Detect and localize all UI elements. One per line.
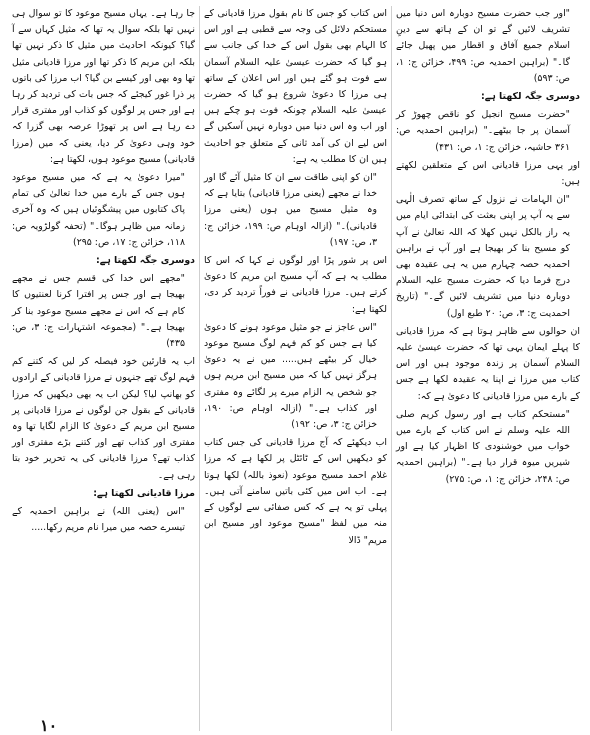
paragraph: اب یہ قارئین خود فیصلہ کر لیں کہ کتنے کم فہم لوگ تھے جنہوں نے مرزا قادیانی کے ارادوں کو بھانپ لیا؟ لیکن اب یہ بھی دیکھیں کہ مرزا قادیانی کے بقول جن لوگوں نے مرزا قادیانی پر مسیح ابن مریم کے دعویٰ کا الزام لگایا تھا وہ مفتری اور کذاب تھے اور کتنے بڑے مفتری اور کذاب تھے؟ مرزا قادیانی کی یہ تحریر خود بتا رہی ہے۔ [12,356,195,481]
paragraph: اور یہی مرزا قادیانی اس کے متعلقین لکھتے ہیں: [396,159,580,188]
paragraph: اب دیکھئے کہ آج مرزا قادیانی کی جس کتاب کو دیکھیں اس کے ٹائٹل پر لکھا ہے کہ مرزا غلام احمد مسیح موعود (نعوذ باللہ) لکھا ہوتا ہے۔ اب اس میں کئی باتیں سامنے آتی ہیں۔ پہلی تو یہ ہے کہ کس صفائی سے لوگوں کے منہ میں لفظ "مسیح موعود اور مسیح ابن مریم" ڈالا [204,437,387,546]
page-number: ۱۰ [40,716,58,735]
paragraph: "مجھے اس خدا کی قسم جس نے مجھے بھیجا ہے اور جس پر افترا کرنا لعنتیوں کا کام ہے کہ اس نے مجھے مسیح موعود بنا کر بھیجا ہے۔" (مجموعہ اشتہارات ج: ۳، ص: ۴۳۵) [12,273,185,350]
paragraph: "مستحکم کتاب ہے اور رسول کریم صلی اللہ علیہ وسلم نے اس کتاب کے بارے میں خواب میں خوشنودی کا اظہار کیا ہے اور شیریں میوہ قرار دیا ہے۔" (براہین احمدیہ ص: ۲۴۸، خزائن ج: ۱، ص: ۲۷۵) [396,408,570,485]
paragraph: "اس (یعنی اللہ) نے براہین احمدیہ کے تیسرے حصہ میں میرا نام مریم رکھا..... [12,506,185,534]
paragraph: ان حوالوں سے ظاہر ہوتا ہے کہ مرزا قادیانی کا پہلے ایمان یہی تھا کہ حضرت عیسیٰ علیہ السلام آسمان پر زندہ موجود ہیں اور اس کتاب میں مرزا نے اپنا یہ عقیدہ لکھا ہے جس کے بارے میں مرزا قادیانی کا دعویٰ ہے کہ: [396,325,580,402]
column-left [8,6,200,731]
paragraph: اس پر شور پڑا اور لوگوں نے کہا کہ اس کا مطلب یہ ہے کہ آپ مسیح ابن مریم کا دعویٰ کرتے ہیں۔ مرزا قادیانی نے فوراً تردید کر دی، لکھتا ہے: [204,255,387,315]
paragraph: "ان کو اپنی طاقت سے ان کا مثیل آئے گا اور خدا نے مجھے (یعنی مرزا قادیانی) بتایا ہے کہ وہ مثیل مسیح میں ہوں (یعنی مرزا قادیانی)۔" (ازالہ اوہام ص: ۱۹۹، خزائن ج: ۳، ص: ۱۹۷) [204,172,378,248]
paragraph: "اور جب حضرت مسیح دوبارہ اس دنیا میں تشریف لائیں گے تو ان کے ہاتھ سے دینِ اسلام جمیع آفاق و اقطار میں پھیل جائے گا۔" (براہین احمدیہ ص: ۴۹۹، خزائن ج: ۱، ص: ۵۹۳) [396,8,570,84]
paragraph: جا رہا ہے۔ یہاں مسیح موعود کا تو سوال ہی نہیں تھا بلکہ سوال یہ تھا کہ مثیل کہاں سے آ گیا؟ کیونکہ احادیث میں مثیل کا ذکر نہیں تھا بلکہ ابن مریم کا ذکر تھا اور مرزا قادیانی مثیل تھا وہ بھی اور کیسے بن گیا؟ اب مرزا کی باتوں پر ذرا غور کیجئے کہ جس بات کی تردید کر رہا ہے اور جس پر لوگوں کو کذاب اور مفتری قرار دے رہا ہے اس پر تھوڑا عرصہ بھی گزرا کہ خود وہی دعویٰ کر دیا، یعنی کہ میں (مرزا قادیانی) مسیح موعود ہوں، لکھتا ہے: [12,8,195,165]
paragraph: مرزا قادیانی لکھتا ہے: [93,487,195,499]
paragraph: دوسری جگہ لکھتا ہے: [480,91,580,103]
column-middle [200,6,392,731]
paragraph: "ان الہامات نے نزول کے ساتھ تصرف الٰہی سے یہ آپ پر اپنی بعثت کی ابتدائی ایام میں یہ راز بالکل نہیں کھلا کہ اللہ تعالیٰ نے آپ کو مسیح بنا کر بھیجا ہے اور آپ نے براہین احمدیہ حصہ چہارم میں یہ ہی عقیدہ بھی درج فرما دیا کہ حضرت مسیح علیہ السلام دوبارہ دنیا میں تشریف لائیں گے۔" (تاریخ احمدیت ج: ۳، ص: ۲۰ طبع اول) [396,194,570,319]
paragraph: "حضرت مسیح انجیل کو ناقص چھوڑ کر آسمان پر جا بیٹھے۔" (براہین احمدیہ ص: ۳۶۱ حاشیہ، خزائن ج: ۱، ص: ۴۳۱) [396,109,570,153]
paragraph: "اس عاجز نے جو مثیل موعود ہونے کا دعویٰ کیا ہے جس کو کم فہم لوگ مسیح موعود خیال کر بیٹھے ہیں..... میں نے یہ دعویٰ ہرگز نہیں کیا کہ میں مسیح ابن مریم ہوں جو شخص یہ الزام میرے پر لگائے وہ مفتری اور کذاب ہے۔" (ازالہ اوہام ص: ۱۹۰، خزائن ج: ۳، ص: ۱۹۲) [204,321,377,431]
paragraph: "میرا دعویٰ یہ ہے کہ میں مسیح موعود ہوں جس کے بارے میں خدا تعالیٰ کی تمام پاک کتابوں میں پیشگوئیاں ہیں کہ وہ آخری زمانہ میں ظاہر ہوگا۔" (تحفہ گولڑویہ ص: ۱۱۸، خزائن ج: ۱۷، ص: ۲۹۵) [12,172,185,248]
paragraph: اس کتاب کو جس کا نام بقول مرزا قادیانی کے مستحکم دلائل کی وجہ سے قطبی ہے اور اس کا الہام بھی بقول اس کے خدا کی جانب سے ہو گیا کہ حضرت عیسیٰ علیہ السلام آسمان سے فوت ہو گئے ہیں اور اس اعلان کے ساتھ ہی مرزا کا دعویٰ شروع ہو گیا کہ حضرت عیسیٰ علیہ السلام چونکہ فوت ہو چکے ہیں اور اب وہ اس دنیا میں دوبارہ نہیں آسکیں گے اس لیے ان کی آمد ثانی کے متعلق جو احادیث ہیں ان کا مطلب یہ ہے: [204,8,387,165]
column-right [392,6,584,731]
paragraph: دوسری جگہ لکھتا ہے: [95,255,195,267]
